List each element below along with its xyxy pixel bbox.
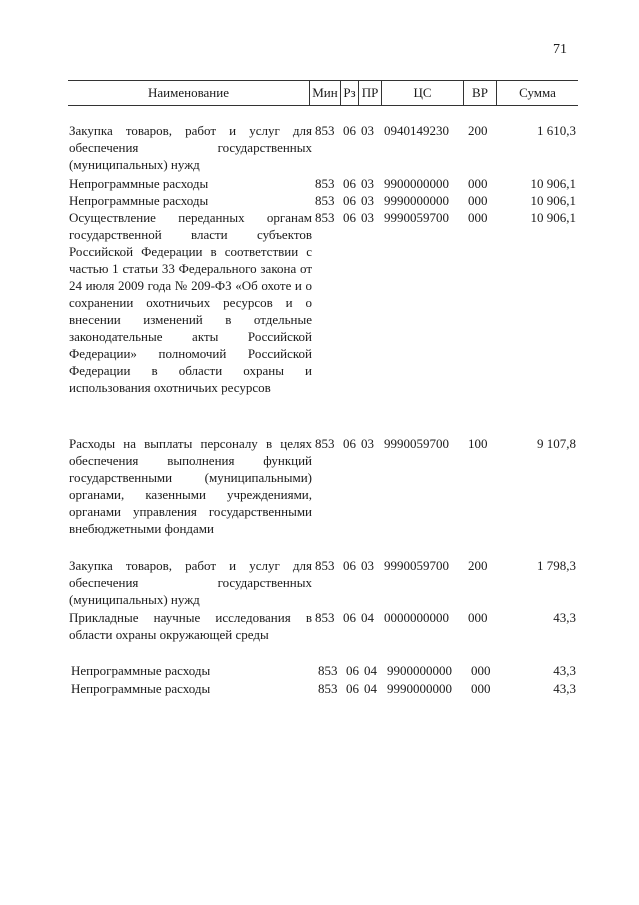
row-sum: 10 906,1 [530, 193, 576, 208]
row-name: Закупка товаров, работ и услуг для обеспечения государственных (муниципальных) нужд [69, 558, 312, 607]
column-header-cs: ЦС [381, 81, 463, 105]
row-vr: 000 [468, 210, 488, 225]
row-rz: 06 [343, 123, 356, 138]
row-pr: 03 [361, 193, 374, 208]
row-sum: 10 906,1 [530, 210, 576, 225]
row-cs: 9990059700 [384, 210, 449, 225]
row-min: 853 [315, 193, 335, 208]
row-pr: 03 [361, 123, 374, 138]
row-name: Закупка товаров, работ и услуг для обеспечения государственных (муниципальных) нужд [69, 123, 312, 172]
row-pr: 03 [361, 558, 374, 573]
row-sum: 43,3 [553, 681, 576, 696]
row-min: 853 [315, 558, 335, 573]
row-cs: 0000000000 [384, 610, 449, 625]
row-cs: 9900000000 [384, 176, 449, 191]
row-name: Непрограммные расходы [69, 176, 209, 191]
row-pr: 04 [361, 610, 374, 625]
row-rz: 06 [343, 558, 356, 573]
row-name: Осуществление переданных органам государственной власти субъектов Российской Федерации в соответствии с частью 1 статьи 33 Федерального закона от 24 июля 2009 года № 209-ФЗ «Об охоте и о сохранении охотничьих ресурсов и о внесении изменений в отдельные законодательные акты Российской Федерации» полномочий Российской Федерации в области охраны и использования охотничьих ресурсов [69, 210, 312, 395]
row-name: Непрограммные расходы [71, 663, 211, 678]
row-pr: 03 [361, 176, 374, 191]
column-header-min: Мин [309, 81, 340, 105]
row-rz: 06 [343, 193, 356, 208]
column-header-vr: ВР [463, 81, 496, 105]
row-min: 853 [315, 436, 335, 451]
row-pr: 04 [364, 663, 377, 678]
row-min: 853 [315, 210, 335, 225]
row-name: Расходы на выплаты персоналу в целях обеспечения выполнения функций государственными (муниципальными) органами, казенными учреждениями, органами управления государственными внебюджетными фондами [69, 436, 312, 536]
row-rz: 06 [343, 176, 356, 191]
row-name: Непрограммные расходы [71, 681, 211, 696]
row-cs: 0940149230 [384, 123, 449, 138]
row-pr: 04 [364, 681, 377, 696]
page-number: 71 [553, 42, 567, 57]
row-rz: 06 [346, 663, 359, 678]
row-vr: 000 [471, 663, 491, 678]
row-sum: 1 610,3 [537, 123, 576, 138]
row-vr: 200 [468, 123, 488, 138]
row-cs: 9990059700 [384, 436, 449, 451]
row-rz: 06 [343, 436, 356, 451]
row-pr: 03 [361, 436, 374, 451]
row-vr: 000 [468, 193, 488, 208]
column-header-sum: Сумма [496, 81, 578, 105]
row-vr: 000 [468, 610, 488, 625]
row-cs: 9990059700 [384, 558, 449, 573]
row-min: 853 [315, 176, 335, 191]
row-name: Прикладные научные исследования в области охраны окружающей среды [69, 610, 312, 642]
row-rz: 06 [343, 210, 356, 225]
row-name: Непрограммные расходы [69, 193, 209, 208]
row-min: 853 [318, 681, 338, 696]
row-vr: 000 [471, 681, 491, 696]
row-pr: 03 [361, 210, 374, 225]
row-cs: 9990000000 [387, 681, 452, 696]
row-vr: 000 [468, 176, 488, 191]
row-min: 853 [318, 663, 338, 678]
row-sum: 1 798,3 [537, 558, 576, 573]
column-header-pr: ПР [358, 81, 381, 105]
row-cs: 9900000000 [387, 663, 452, 678]
row-sum: 43,3 [553, 663, 576, 678]
row-sum: 43,3 [553, 610, 576, 625]
table-header [68, 80, 578, 106]
row-vr: 200 [468, 558, 488, 573]
row-rz: 06 [346, 681, 359, 696]
column-header-name: Наименование [148, 85, 229, 100]
row-min: 853 [315, 610, 335, 625]
row-min: 853 [315, 123, 335, 138]
row-sum: 9 107,8 [537, 436, 576, 451]
row-sum: 10 906,1 [530, 176, 576, 191]
row-vr: 100 [468, 436, 488, 451]
row-cs: 9990000000 [384, 193, 449, 208]
row-rz: 06 [343, 610, 356, 625]
column-header-rz: Рз [340, 81, 358, 105]
